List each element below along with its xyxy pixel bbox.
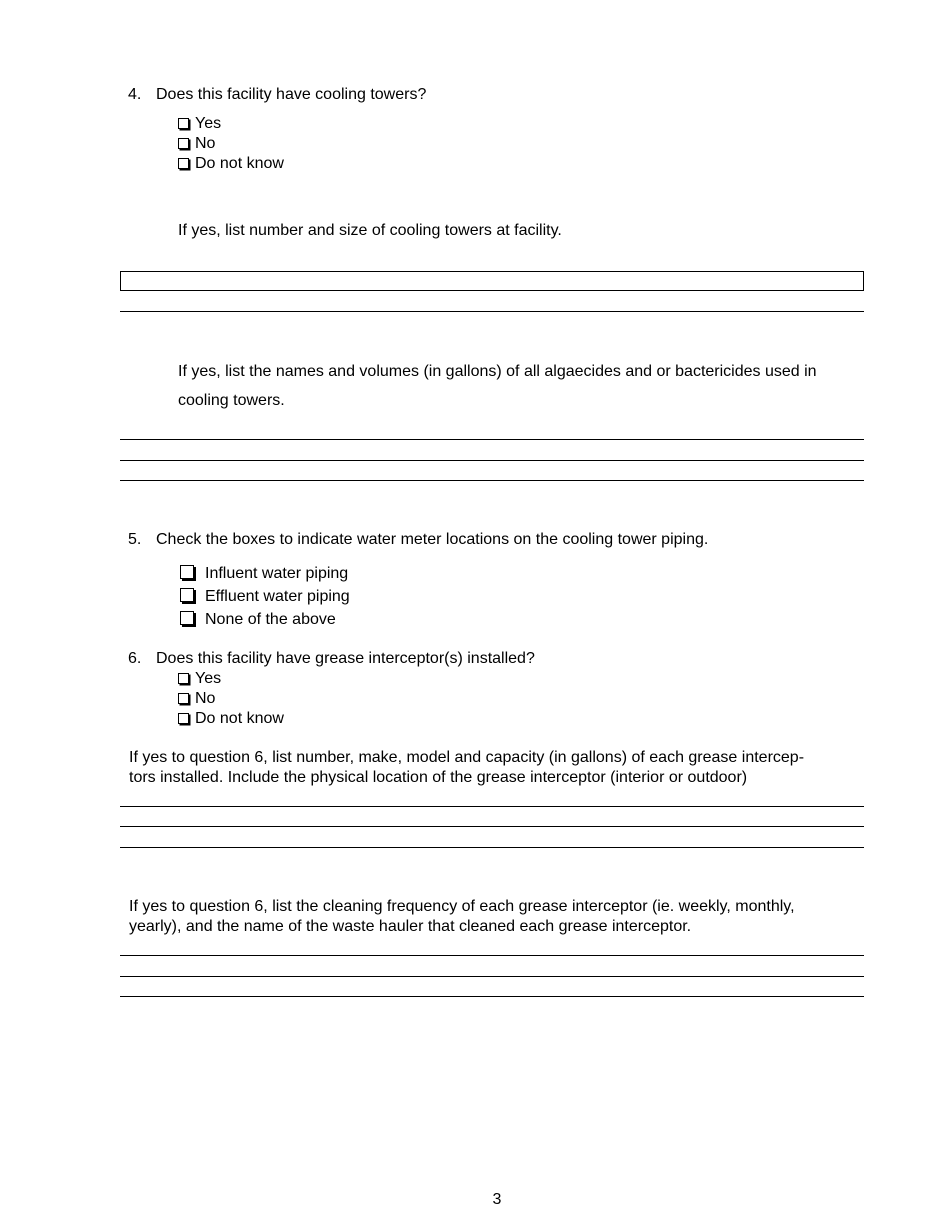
answer-field-cooling-towers[interactable]: [120, 271, 864, 291]
checkbox-icon[interactable]: [178, 693, 189, 704]
q4-followup-2-line-1: If yes, list the names and volumes (in gallons) of all algaecides and or bactericides used in: [178, 363, 817, 380]
q4-option-label: Yes: [195, 115, 222, 132]
q4-followup-1: If yes, list number and size of cooling towers at facility.: [178, 222, 562, 239]
q6-followup-2-line-2: yearly), and the name of the waste hauler that cleaned each grease interceptor.: [129, 918, 692, 935]
checkbox-icon[interactable]: [180, 611, 194, 625]
q4-option-label: No: [195, 135, 216, 152]
q4-option-do-not-know[interactable]: [178, 154, 284, 174]
answer-line[interactable]: [120, 826, 864, 827]
question-4-text: Does this facility have cooling towers?: [156, 86, 427, 103]
checkbox-icon[interactable]: [180, 565, 194, 579]
q6-option-do-not-know[interactable]: [178, 709, 284, 729]
answer-line[interactable]: [120, 996, 864, 997]
question-4-number: 4.: [128, 86, 142, 103]
q6-option-label: No: [195, 690, 216, 707]
q4-option-yes[interactable]: [178, 114, 221, 134]
question-5-number: 5.: [128, 531, 142, 548]
answer-line[interactable]: [120, 460, 864, 461]
q6-followup-2: [129, 897, 795, 937]
question-6-number: 6.: [128, 650, 142, 667]
answer-line[interactable]: [120, 480, 864, 481]
q5-option-label: Effluent water piping: [205, 588, 350, 605]
question-5-text: Check the boxes to indicate water meter locations on the cooling tower piping.: [156, 531, 709, 548]
q5-option-label: None of the above: [205, 611, 336, 628]
answer-line[interactable]: [120, 955, 864, 956]
q6-option-yes[interactable]: [178, 669, 221, 689]
q4-option-no[interactable]: [178, 134, 215, 154]
q4-followup-2: [178, 362, 817, 411]
q4-followup-2-line-2: cooling towers.: [178, 392, 285, 409]
q6-option-no[interactable]: [178, 689, 215, 709]
checkbox-icon[interactable]: [178, 118, 189, 129]
q6-followup-2-line-1: If yes to question 6, list the cleaning frequency of each grease interceptor (ie. weekly, monthly,: [129, 898, 795, 915]
answer-line[interactable]: [120, 806, 864, 807]
q6-followup-1-line-2: tors installed. Include the physical location of the grease interceptor (interior or outdoor): [129, 769, 748, 786]
answer-line[interactable]: [120, 439, 864, 440]
q5-option-label: Influent water piping: [205, 565, 349, 582]
checkbox-icon[interactable]: [180, 588, 194, 602]
answer-line[interactable]: [120, 847, 864, 848]
q4-option-label: Do not know: [195, 155, 284, 172]
q6-option-label: Yes: [195, 670, 222, 687]
q6-followup-1-line-1: If yes to question 6, list number, make, model and capacity (in gallons) of each grease intercep-: [129, 749, 805, 766]
checkbox-icon[interactable]: [178, 158, 189, 169]
q5-option-none[interactable]: [180, 610, 336, 630]
q6-option-label: Do not know: [195, 710, 284, 727]
checkbox-icon[interactable]: [178, 673, 189, 684]
checkbox-icon[interactable]: [178, 138, 189, 149]
answer-line[interactable]: [120, 976, 864, 977]
page-number: 3: [492, 1191, 502, 1208]
q6-followup-1: [129, 748, 804, 788]
question-6-text: Does this facility have grease interceptor(s) installed?: [156, 650, 535, 667]
q5-option-effluent[interactable]: [180, 587, 350, 607]
answer-line[interactable]: [120, 311, 864, 312]
checkbox-icon[interactable]: [178, 713, 189, 724]
q5-option-influent[interactable]: [180, 564, 348, 584]
